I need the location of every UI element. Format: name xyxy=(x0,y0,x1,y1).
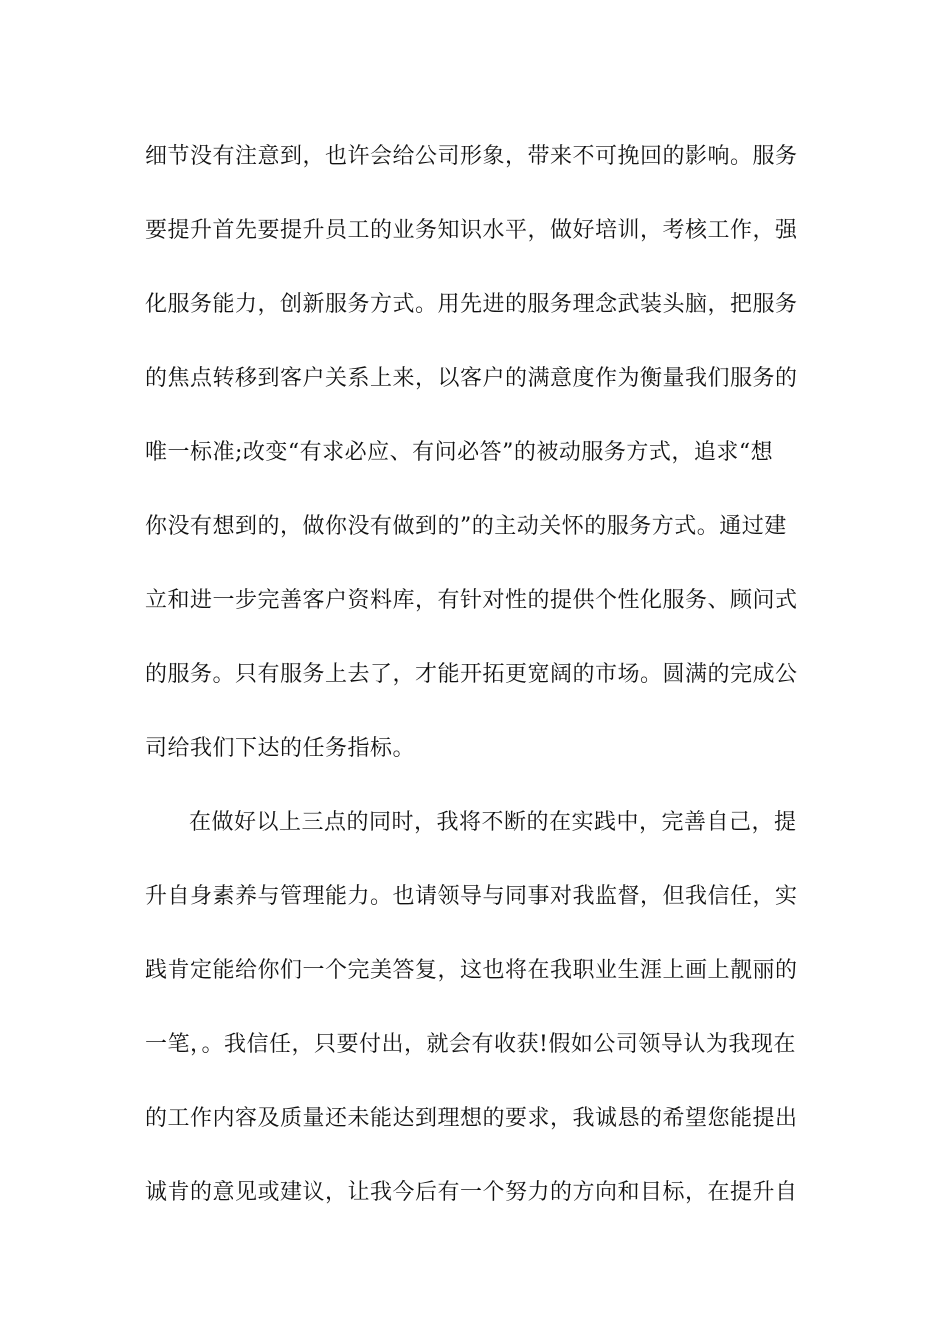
text-line: 司给我们下达的任务指标。 xyxy=(145,736,416,761)
text-line: 的工作内容及质量还未能达到理想的要求，我诚恳的希望您能提出 xyxy=(145,1106,798,1131)
text-line: 的焦点转移到客户关系上来，以客户的满意度作为衡量我们服务的 xyxy=(145,366,798,391)
paragraph-start-line: 在做好以上三点的同时，我将不断的在实践中，完善自己，提 xyxy=(189,810,797,835)
text-line: 细节没有注意到，也许会给公司形象，带来不可挽回的影响。服务 xyxy=(145,144,798,169)
text-line: 践肯定能给你们一个完美答复，这也将在我职业生涯上画上靓丽的 xyxy=(145,958,798,983)
body-text xyxy=(145,120,810,1230)
text-line: 的服务。只有服务上去了，才能开拓更宽阔的市场。圆满的完成公 xyxy=(145,662,798,687)
text-line: 唯一标准;改变“有求必应、有问必答”的被动服务方式，追求“想 xyxy=(145,440,774,465)
text-line: 化服务能力，创新服务方式。用先进的服务理念武装头脑，把服务 xyxy=(145,292,798,317)
text-line: 要提升首先要提升员工的业务知识水平，做好培训，考核工作，强 xyxy=(145,218,798,243)
text-line: 升自身素养与管理能力。也请领导与同事对我监督，但我信任，实 xyxy=(145,884,798,909)
text-line: 你没有想到的，做你没有做到的”的主动关怀的服务方式。通过建 xyxy=(145,514,787,539)
text-line: 立和进一步完善客户资料库，有针对性的提供个性化服务、顾问式 xyxy=(145,588,798,613)
text-line: 诚肯的意见或建议，让我今后有一个努力的方向和目标，在提升自 xyxy=(145,1180,798,1205)
text-line: 一笔，。我信任，只要付出，就会有收获!假如公司领导认为我现在 xyxy=(145,1032,796,1057)
